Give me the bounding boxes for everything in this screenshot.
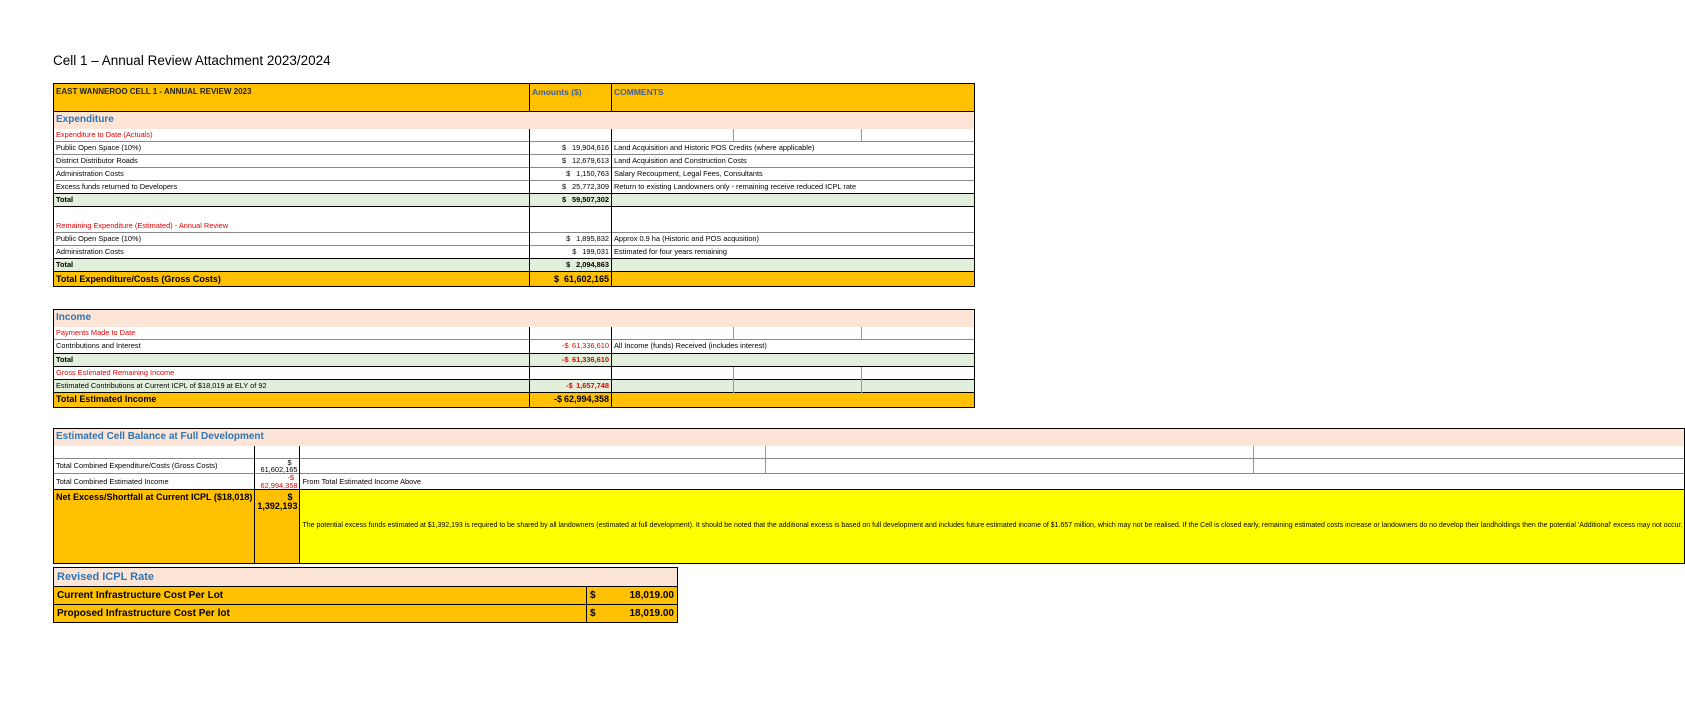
- net-excess-row: Net Excess/Shortfall at Current ICPL ($18,018) $ 1,392,193 The potential excess funds estimated at $1,392,193 is required to be shared by all landowners (estimated at full development). It should be noted that the additional excess is based on full development and includes future estimated income of $1.657 million, which may not be realised. If the Cell is closed early, remaining estimated costs increase or landowners do no develop their landholdings then the potential 'Additional' excess may not occur.: [54, 490, 1685, 564]
- actuals-total-row: Total $ 59,507,302: [54, 193, 975, 206]
- page-title: Cell 1 – Annual Review Attachment 2023/2024: [53, 53, 331, 68]
- actuals-label: Expenditure to Date (Actuals): [54, 129, 530, 142]
- total-expenditure-row: Total Expenditure/Costs (Gross Costs) $ 61,602,165: [54, 272, 975, 287]
- table-row: Contributions and Interest -$ 61,336,610 All Income (funds) Received (includes interest): [54, 339, 975, 353]
- amounts-header: Amounts ($): [530, 84, 612, 112]
- income-table: [53, 309, 975, 408]
- table-row: Administration Costs $ 1,150,763 Salary Recoupment, Legal Fees, Consultants: [54, 167, 975, 180]
- net-excess-note: The potential excess funds estimated at $1,392,193 is required to be shared by all landowners (estimated at full development). It should be noted that the additional excess is based on full development and includes future estimated income of $1.657 million, which may not be realised. If the Cell is closed early, remaining estimated costs increase or landowners do no develop their landholdings then the potential 'Additional' excess may not occur.: [300, 490, 1685, 564]
- payments-total-row: Total -$ 61,336,610: [54, 353, 975, 366]
- income-heading: Income: [54, 310, 975, 327]
- table-row: Total Combined Estimated Income -$ 62,994,358 From Total Estimated Income Above: [54, 474, 1685, 490]
- balance-heading-row: [54, 429, 1685, 446]
- table-row: Administration Costs $ 199,031 Estimated for four years remaining: [54, 246, 975, 259]
- table-row: Estimated Contributions at Current ICPL of $18,019 at ELY of 92 -$ 1,657,748: [54, 379, 975, 392]
- payments-label: Payments Made to Date: [54, 327, 530, 340]
- remaining-expenditure-label: Remaining Expenditure (Estimated) - Annual Review: [54, 220, 530, 233]
- table-row: Total Combined Expenditure/Costs (Gross Costs) $ 61,602,165: [54, 458, 1685, 474]
- expenditure-heading: Expenditure: [54, 112, 975, 129]
- balance-table: [53, 428, 1685, 564]
- expenditure-heading-row: [54, 112, 975, 129]
- table-row: Excess funds returned to Developers $ 25,772,309 Return to existing Landowners only - remaining receive reduced ICPL rate: [54, 180, 975, 193]
- comments-header: COMMENTS: [612, 84, 975, 112]
- total-income-row: Total Estimated Income -$ 62,994,358: [54, 392, 975, 407]
- income-heading-row: [54, 310, 975, 327]
- remaining-income-label: Gross Estimated Remaining Income: [54, 366, 530, 379]
- table-row: Public Open Space (10%) $ 19,904,616 Land Acquisition and Historic POS Credits (where applicable): [54, 141, 975, 154]
- table-row: Proposed Infrastructure Cost Per lot $ 18,019.00: [54, 605, 678, 623]
- revised-icpl-table: [53, 567, 678, 623]
- table-title: EAST WANNEROO CELL 1 - ANNUAL REVIEW 2023: [54, 84, 530, 112]
- table-row: Current Infrastructure Cost Per Lot $ 18,019.00: [54, 587, 678, 605]
- table-row: Public Open Space (10%) $ 1,895,832 Approx 0.9 ha (Historic and POS acqusition): [54, 233, 975, 246]
- icpl-heading: Revised ICPL Rate: [54, 568, 678, 587]
- balance-heading: Estimated Cell Balance at Full Development: [54, 429, 1685, 446]
- annual-review-table: [53, 83, 975, 287]
- table-header-row: [54, 84, 975, 112]
- remaining-total-row: Total $ 2,094,863: [54, 259, 975, 272]
- table-row: District Distributor Roads $ 12,679,613 Land Acquisition and Construction Costs: [54, 154, 975, 167]
